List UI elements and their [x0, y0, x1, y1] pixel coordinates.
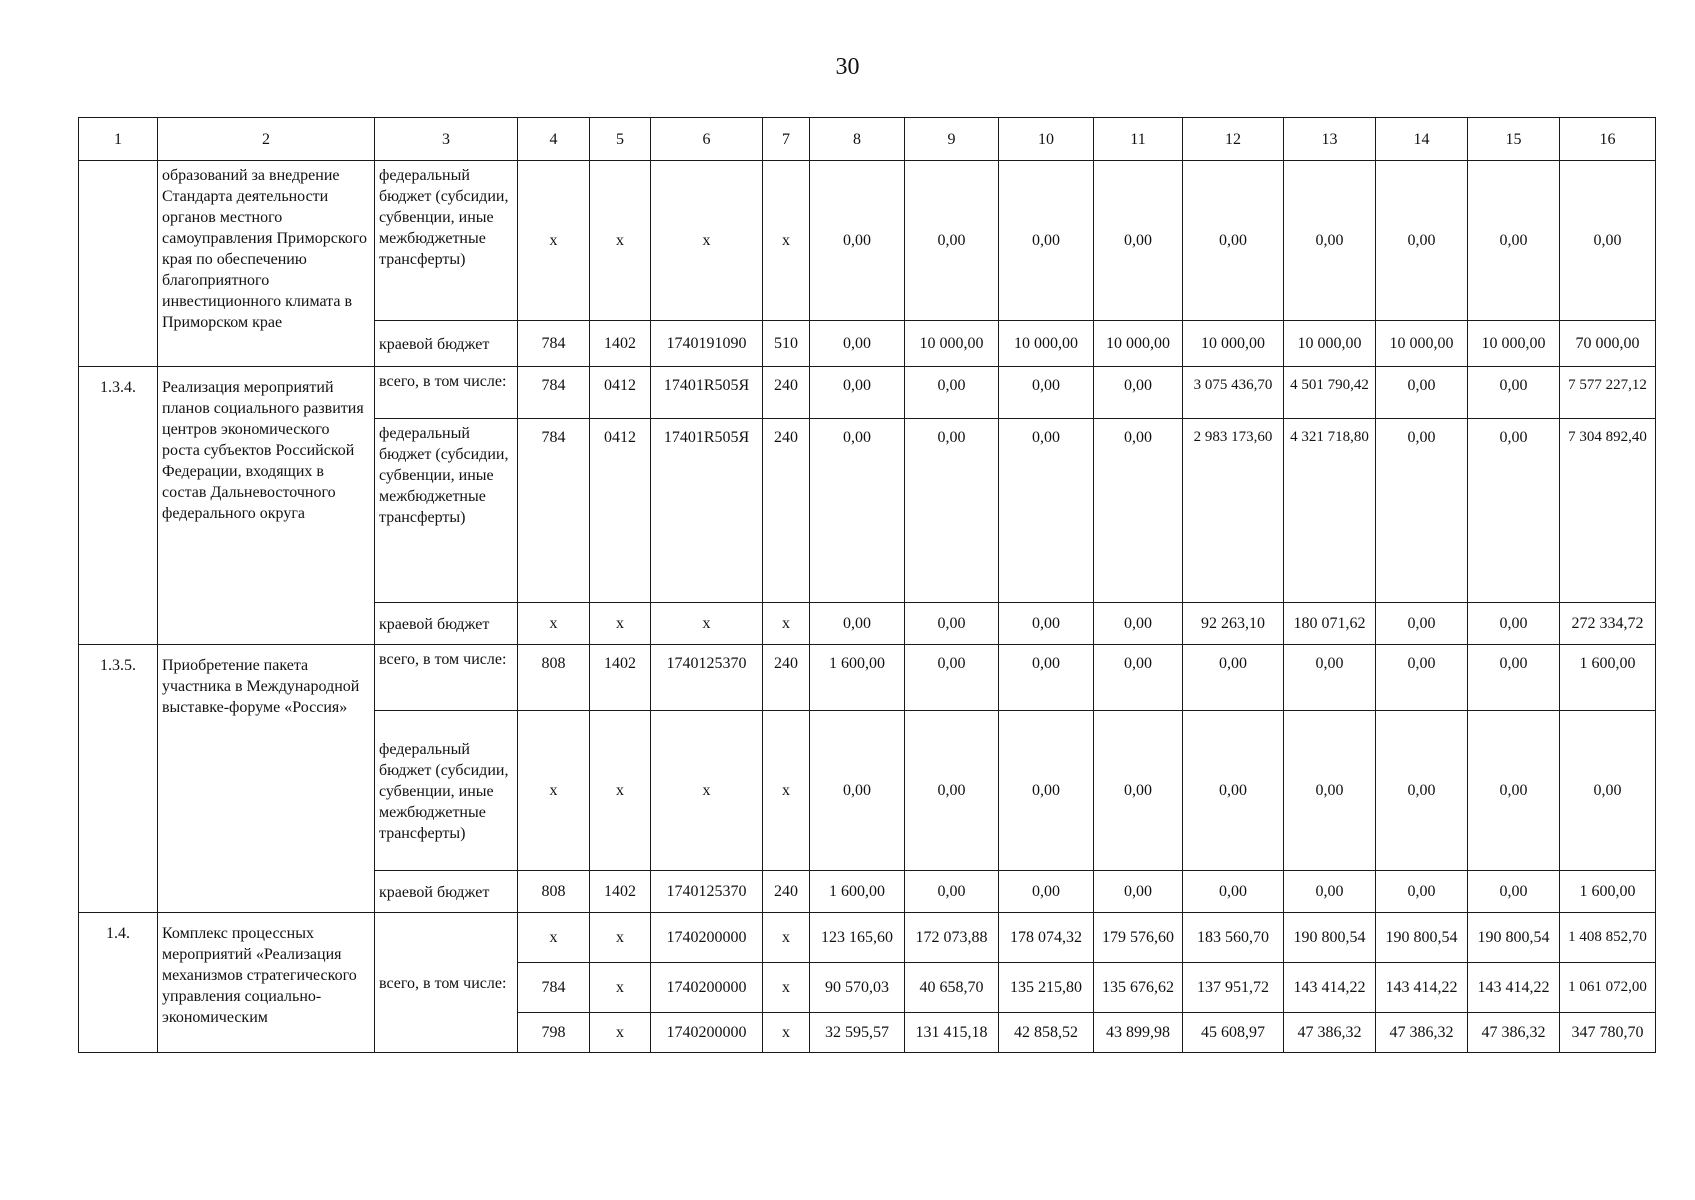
funding-source: краевой бюджет — [375, 871, 518, 913]
amount-cell: 0,00 — [1094, 367, 1183, 419]
amount-cell: 0,00 — [1183, 161, 1284, 321]
amount-cell: 92 263,10 — [1183, 603, 1284, 645]
grbs-code: 808 — [518, 645, 590, 711]
expense-type-code: x — [763, 711, 810, 871]
header-cell: 12 — [1183, 118, 1284, 161]
expense-type-code: x — [763, 161, 810, 321]
header-cell: 9 — [905, 118, 999, 161]
expense-type-code: 510 — [763, 321, 810, 367]
amount-cell: 0,00 — [1468, 367, 1560, 419]
header-cell: 2 — [158, 118, 375, 161]
amount-cell: 0,00 — [999, 161, 1094, 321]
funding-source: всего, в том числе: — [375, 913, 518, 1053]
grbs-code: x — [518, 913, 590, 963]
target-article-code: 1740200000 — [651, 1013, 763, 1053]
amount-cell: 10 000,00 — [999, 321, 1094, 367]
section-code: 1402 — [590, 871, 651, 913]
amount-cell: 1 061 072,00 — [1560, 963, 1656, 1013]
table-row — [79, 913, 1656, 963]
item-name: Комплекс процессных мероприятий «Реализация механизмов стратегического управления социально-экономическим — [158, 913, 375, 1053]
amount-cell: 347 780,70 — [1560, 1013, 1656, 1053]
funding-source: федеральный бюджет (субсидии, субвенции, иные межбюджетные трансферты) — [375, 419, 518, 603]
amount-cell: 183 560,70 — [1183, 913, 1284, 963]
expense-type-code: x — [763, 913, 810, 963]
amount-cell: 0,00 — [1376, 161, 1468, 321]
amount-cell: 0,00 — [1094, 711, 1183, 871]
amount-cell: 0,00 — [1376, 871, 1468, 913]
target-article-code: 17401R505Я — [651, 419, 763, 603]
amount-cell: 0,00 — [1468, 711, 1560, 871]
grbs-code: x — [518, 711, 590, 871]
funding-source: всего, в том числе: — [375, 645, 518, 711]
amount-cell: 131 415,18 — [905, 1013, 999, 1053]
grbs-code: x — [518, 603, 590, 645]
header-row — [79, 118, 1656, 161]
amount-cell: 0,00 — [1560, 711, 1656, 871]
expense-type-code: 240 — [763, 645, 810, 711]
expense-type-code: x — [763, 603, 810, 645]
amount-cell: 190 800,54 — [1376, 913, 1468, 963]
amount-cell: 0,00 — [810, 711, 905, 871]
header-cell: 13 — [1284, 118, 1376, 161]
budget-table — [78, 117, 1656, 1053]
amount-cell: 1 600,00 — [810, 645, 905, 711]
amount-cell: 172 073,88 — [905, 913, 999, 963]
amount-cell: 0,00 — [905, 161, 999, 321]
amount-cell: 143 414,22 — [1468, 963, 1560, 1013]
amount-cell: 0,00 — [905, 645, 999, 711]
header-cell: 5 — [590, 118, 651, 161]
funding-source: краевой бюджет — [375, 321, 518, 367]
funding-source: всего, в том числе: — [375, 367, 518, 419]
amount-cell: 45 608,97 — [1183, 1013, 1284, 1053]
amount-cell: 0,00 — [1376, 419, 1468, 603]
amount-cell: 180 071,62 — [1284, 603, 1376, 645]
section-code: x — [590, 963, 651, 1013]
section-code: x — [590, 161, 651, 321]
target-article-code: 1740125370 — [651, 871, 763, 913]
expense-type-code: x — [763, 1013, 810, 1053]
amount-cell: 0,00 — [1183, 645, 1284, 711]
target-article-code: 17401R505Я — [651, 367, 763, 419]
amount-cell: 0,00 — [810, 367, 905, 419]
section-code: x — [590, 711, 651, 871]
amount-cell: 0,00 — [810, 419, 905, 603]
grbs-code: 784 — [518, 321, 590, 367]
amount-cell: 0,00 — [1094, 419, 1183, 603]
amount-cell: 143 414,22 — [1376, 963, 1468, 1013]
item-number: 1.3.5. — [79, 645, 158, 913]
header-cell: 4 — [518, 118, 590, 161]
item-name: Приобретение пакета участника в Международной выставке-форуме «Россия» — [158, 645, 375, 913]
amount-cell: 0,00 — [1376, 367, 1468, 419]
amount-cell: 0,00 — [999, 711, 1094, 871]
expense-type-code: 240 — [763, 419, 810, 603]
amount-cell: 0,00 — [1284, 871, 1376, 913]
item-name: Реализация мероприятий планов социального развития центров экономического роста субъектов Российской Федерации, входящих в состав Дальневосточного федерального округа — [158, 367, 375, 645]
amount-cell: 0,00 — [1376, 711, 1468, 871]
amount-cell: 1 408 852,70 — [1560, 913, 1656, 963]
amount-cell: 10 000,00 — [1376, 321, 1468, 367]
page-number: 30 — [835, 54, 860, 80]
header-cell: 10 — [999, 118, 1094, 161]
grbs-code: 784 — [518, 419, 590, 603]
section-code: 0412 — [590, 367, 651, 419]
grbs-code: x — [518, 161, 590, 321]
section-code: x — [590, 913, 651, 963]
amount-cell: 0,00 — [905, 871, 999, 913]
table-row — [79, 645, 1656, 711]
table-row — [79, 161, 1656, 321]
header-cell: 16 — [1560, 118, 1656, 161]
amount-cell: 0,00 — [810, 603, 905, 645]
target-article-code: 1740191090 — [651, 321, 763, 367]
amount-cell: 10 000,00 — [1094, 321, 1183, 367]
amount-cell: 10 000,00 — [1468, 321, 1560, 367]
amount-cell: 10 000,00 — [1284, 321, 1376, 367]
amount-cell: 0,00 — [1468, 419, 1560, 603]
header-cell: 3 — [375, 118, 518, 161]
amount-cell: 1 600,00 — [1560, 871, 1656, 913]
amount-cell: 0,00 — [1560, 161, 1656, 321]
amount-cell: 43 899,98 — [1094, 1013, 1183, 1053]
grbs-code: 784 — [518, 963, 590, 1013]
amount-cell: 190 800,54 — [1284, 913, 1376, 963]
amount-cell: 137 951,72 — [1183, 963, 1284, 1013]
target-article-code: 1740200000 — [651, 913, 763, 963]
section-code: x — [590, 1013, 651, 1053]
amount-cell: 0,00 — [999, 603, 1094, 645]
grbs-code: 808 — [518, 871, 590, 913]
amount-cell: 3 075 436,70 — [1183, 367, 1284, 419]
amount-cell: 0,00 — [905, 711, 999, 871]
amount-cell: 0,00 — [999, 367, 1094, 419]
amount-cell: 135 676,62 — [1094, 963, 1183, 1013]
amount-cell: 0,00 — [1468, 603, 1560, 645]
grbs-code: 798 — [518, 1013, 590, 1053]
amount-cell: 40 658,70 — [905, 963, 999, 1013]
header-cell: 8 — [810, 118, 905, 161]
amount-cell: 0,00 — [1468, 161, 1560, 321]
target-article-code: x — [651, 711, 763, 871]
amount-cell: 32 595,57 — [810, 1013, 905, 1053]
amount-cell: 70 000,00 — [1560, 321, 1656, 367]
amount-cell: 4 321 718,80 — [1284, 419, 1376, 603]
amount-cell: 272 334,72 — [1560, 603, 1656, 645]
target-article-code: x — [651, 161, 763, 321]
amount-cell: 2 983 173,60 — [1183, 419, 1284, 603]
amount-cell: 47 386,32 — [1468, 1013, 1560, 1053]
section-code: 0412 — [590, 419, 651, 603]
amount-cell: 179 576,60 — [1094, 913, 1183, 963]
amount-cell: 143 414,22 — [1284, 963, 1376, 1013]
funding-source: федеральный бюджет (субсидии, субвенции, иные межбюджетные трансферты) — [375, 711, 518, 871]
section-code: 1402 — [590, 645, 651, 711]
amount-cell: 0,00 — [999, 645, 1094, 711]
amount-cell: 0,00 — [1183, 711, 1284, 871]
target-article-code: 1740200000 — [651, 963, 763, 1013]
amount-cell: 47 386,32 — [1284, 1013, 1376, 1053]
amount-cell: 0,00 — [999, 871, 1094, 913]
amount-cell: 190 800,54 — [1468, 913, 1560, 963]
table-row — [79, 367, 1656, 419]
amount-cell: 0,00 — [1094, 645, 1183, 711]
item-name: образований за внедрение Стандарта деятельности органов местного самоуправления Приморского края по обеспечению благоприятного инвестиционного климата в Приморском крае — [158, 161, 375, 367]
amount-cell: 4 501 790,42 — [1284, 367, 1376, 419]
amount-cell: 0,00 — [1376, 645, 1468, 711]
amount-cell: 47 386,32 — [1376, 1013, 1468, 1053]
amount-cell: 10 000,00 — [905, 321, 999, 367]
header-cell: 11 — [1094, 118, 1183, 161]
section-code: x — [590, 603, 651, 645]
amount-cell: 10 000,00 — [1183, 321, 1284, 367]
amount-cell: 7 304 892,40 — [1560, 419, 1656, 603]
amount-cell: 0,00 — [905, 367, 999, 419]
amount-cell: 178 074,32 — [999, 913, 1094, 963]
amount-cell: 0,00 — [1094, 603, 1183, 645]
amount-cell: 0,00 — [905, 419, 999, 603]
amount-cell: 123 165,60 — [810, 913, 905, 963]
amount-cell: 7 577 227,12 — [1560, 367, 1656, 419]
amount-cell: 0,00 — [1468, 645, 1560, 711]
amount-cell: 1 600,00 — [810, 871, 905, 913]
amount-cell: 135 215,80 — [999, 963, 1094, 1013]
amount-cell: 0,00 — [1094, 161, 1183, 321]
amount-cell: 0,00 — [1284, 711, 1376, 871]
amount-cell: 0,00 — [810, 161, 905, 321]
amount-cell: 0,00 — [810, 321, 905, 367]
amount-cell: 0,00 — [905, 603, 999, 645]
header-cell: 7 — [763, 118, 810, 161]
section-code: 1402 — [590, 321, 651, 367]
amount-cell: 0,00 — [1094, 871, 1183, 913]
item-number — [79, 161, 158, 367]
funding-source: федеральный бюджет (субсидии, субвенции, иные межбюджетные трансферты) — [375, 161, 518, 321]
amount-cell: 0,00 — [1183, 871, 1284, 913]
target-article-code: 1740125370 — [651, 645, 763, 711]
header-cell: 15 — [1468, 118, 1560, 161]
header-cell: 14 — [1376, 118, 1468, 161]
grbs-code: 784 — [518, 367, 590, 419]
amount-cell: 0,00 — [1376, 603, 1468, 645]
expense-type-code: 240 — [763, 367, 810, 419]
amount-cell: 1 600,00 — [1560, 645, 1656, 711]
target-article-code: x — [651, 603, 763, 645]
amount-cell: 42 858,52 — [999, 1013, 1094, 1053]
expense-type-code: 240 — [763, 871, 810, 913]
amount-cell: 0,00 — [1284, 645, 1376, 711]
item-number: 1.3.4. — [79, 367, 158, 645]
amount-cell: 90 570,03 — [810, 963, 905, 1013]
header-cell: 6 — [651, 118, 763, 161]
item-number: 1.4. — [79, 913, 158, 1053]
funding-source: краевой бюджет — [375, 603, 518, 645]
amount-cell: 0,00 — [1284, 161, 1376, 321]
amount-cell: 0,00 — [999, 419, 1094, 603]
header-cell: 1 — [79, 118, 158, 161]
expense-type-code: x — [763, 963, 810, 1013]
amount-cell: 0,00 — [1468, 871, 1560, 913]
